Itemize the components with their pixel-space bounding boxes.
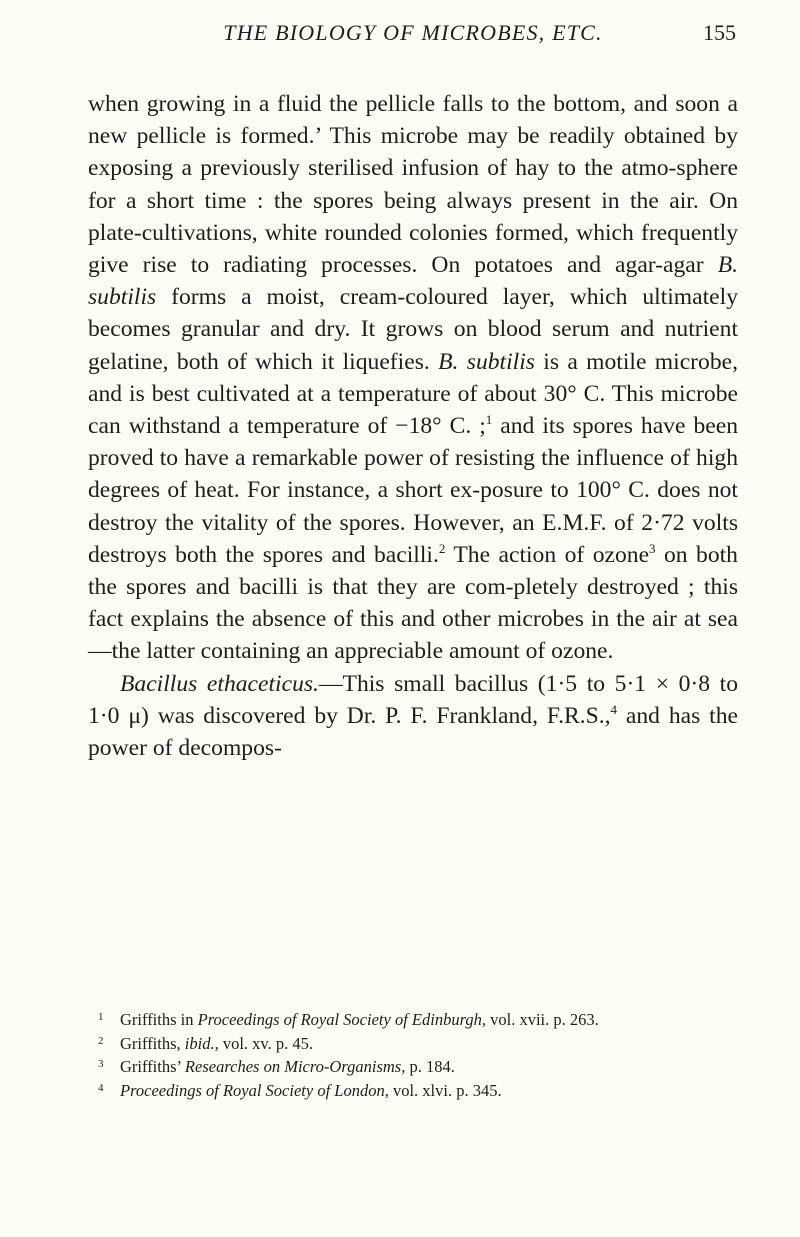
paragraph xyxy=(88,88,738,668)
text-run: is a motile microbe, and is best cultivated at a temperature of about 30° C. This microbe can withstand a temperature of −18° C. ; xyxy=(88,348,738,440)
footnote xyxy=(88,1007,738,1031)
footnote-number: 3 xyxy=(98,1058,104,1070)
text-run: p. 184. xyxy=(405,1057,455,1076)
text-run: vol. xlvi. p. 345. xyxy=(388,1080,502,1100)
footnote-marker: 4 xyxy=(610,702,618,717)
footnote-number: 2 xyxy=(98,1034,104,1047)
text-run: —This small bacillus (1·5 to 5·1 × 0·8 to 1·0 μ) was discovered by Dr. P. F. Frankland, F.R.S., xyxy=(88,670,738,729)
footnote xyxy=(88,1078,738,1102)
text-run: Griffiths, xyxy=(120,1033,185,1053)
text-run: and its spores have been proved to have a remarkable power of resisting the influence of high degrees of heat. For instance, a short ex-posure to 100° C. does not destroy the vitality of the spores. However, an E.M.F. of 2·72 volts destroys both the spores and bacilli. xyxy=(88,413,738,568)
footnote-marker: 3 xyxy=(649,540,656,556)
text-run: Griffiths’ xyxy=(120,1057,185,1076)
italic-text: ibid., xyxy=(184,1033,219,1053)
italic-text: Researches on Micro-Organisms, xyxy=(184,1057,406,1076)
italic-text: Proceedings of Royal Society of London, xyxy=(120,1080,389,1100)
text-run: Griffiths in xyxy=(120,1010,198,1029)
footnote-number: 1 xyxy=(98,1011,104,1023)
italic-text: B. subtilis xyxy=(438,348,535,375)
italic-text: B. subtilis xyxy=(88,252,738,311)
text-run: when growing in a fluid the pellicle falls to the bottom, and soon a new pellicle is formed.’ This microbe may be readily obtained by exposing a previously sterilised infusion of hay to the atmo-sphere for a short time : the spores being always present in the air. On plate-cultivations, white rounded colonies formed, which frequently give rise to radiating processes. On potatoes and agar-agar xyxy=(88,91,738,279)
text-run: The action of ozone xyxy=(445,541,650,568)
footnote-marker: 2 xyxy=(438,540,446,556)
text-run: vol. xv. p. 45. xyxy=(218,1033,313,1053)
footnote xyxy=(88,1031,738,1055)
text-run: on both the spores and bacilli is that they are com-pletely destroyed ; this fact explains the absence of this and other microbes in the air at sea—the latter containing an appreciable amount of ozone. xyxy=(88,541,738,665)
text-run: vol. xvii. p. 263. xyxy=(486,1010,599,1029)
footnote xyxy=(88,1054,738,1078)
paragraph xyxy=(88,668,738,765)
footnote-number: 4 xyxy=(98,1081,104,1094)
running-head xyxy=(90,20,736,60)
page-number: 155 xyxy=(703,20,736,45)
footnotes xyxy=(88,1007,738,1101)
body-text xyxy=(88,88,738,764)
italic-text: Proceedings of Royal Society of Edinburgh, xyxy=(197,1010,487,1029)
text-run: forms a moist, cream-coloured layer, which ultimately becomes granular and dry. It grows on blood serum and nutrient gelatine, both of which it liquefies. xyxy=(88,284,738,375)
italic-text: Bacillus ethaceticus. xyxy=(120,670,319,697)
text-run: and has the power of decompos- xyxy=(88,702,738,762)
footnote-marker: 1 xyxy=(485,412,493,428)
running-title: THE BIOLOGY OF MICROBES, ETC. xyxy=(223,20,603,45)
